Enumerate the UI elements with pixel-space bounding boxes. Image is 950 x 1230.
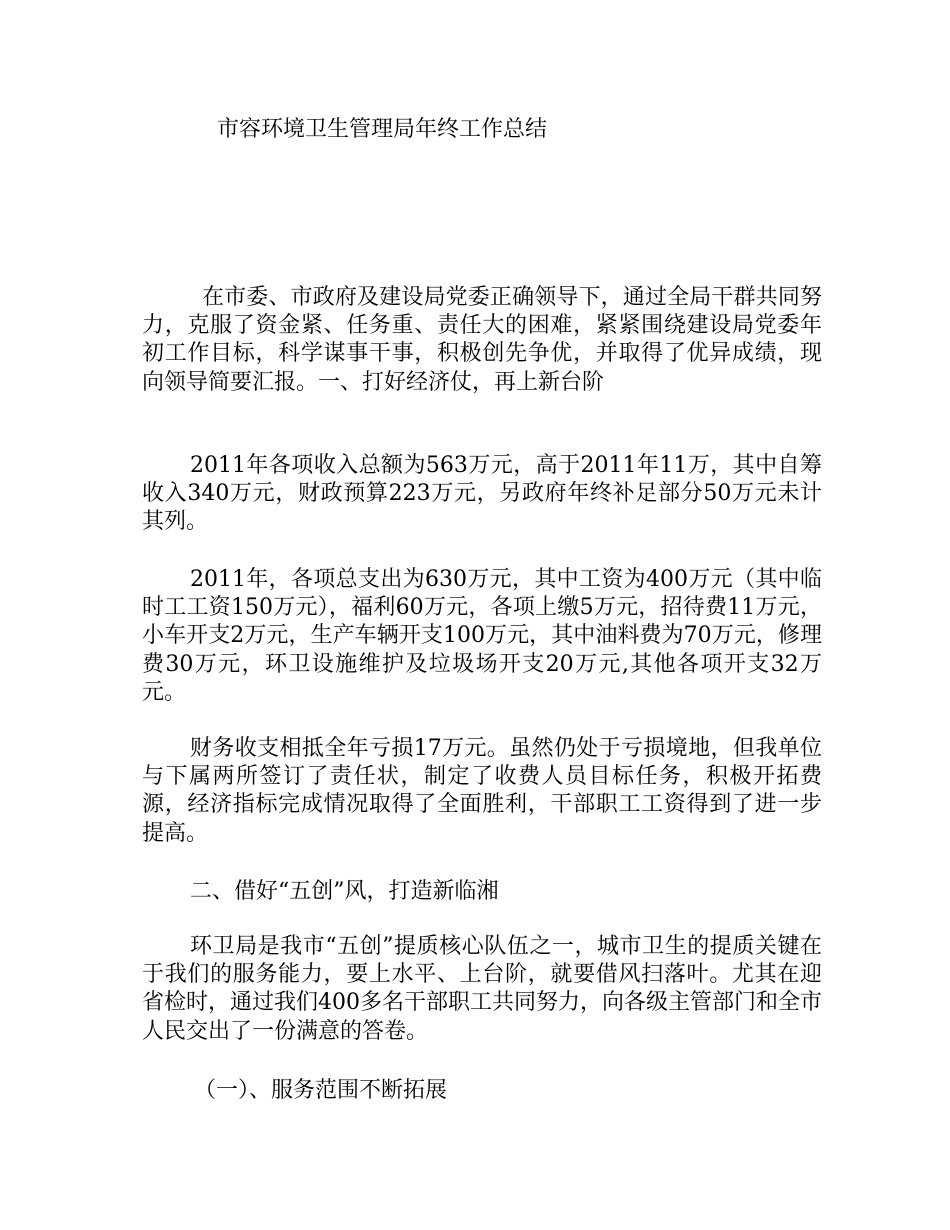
paragraph-balance: 财务收支相抵全年亏损17万元。虽然仍处于亏损境地，但我单位与下属两所签订了责任状，制定了收费人员目标任务，积极开拓费源，经济指标完成情况取得了全面胜利，干部职工工资得到了进一步提高。 <box>142 736 822 846</box>
document-title: 市容环境卫生管理局年终工作总结 <box>217 117 548 142</box>
paragraph-five-creations: 环卫局是我市“五创”提质核心队伍之一，城市卫生的提质关键在于我们的服务能力，要上水平、上台阶，就要借风扫落叶。尤其在迎省检时，通过我们400多名干部职工共同努力，向各级主管部门和全市人民交出了一份满意的答卷。 <box>142 934 822 1044</box>
paragraph-expenditure: 2011年，各项总支出为630万元，其中工资为400万元（其中临时工工资150万元），福利60万元，各项上缴5万元，招待费11万元，小车开支2万元，生产车辆开支100万元，其中油料费为70万元，修理费30万元，环卫设施维护及垃圾场开支20万元,其他各项开支32万元。 <box>142 567 822 705</box>
paragraph-income: 2011年各项收入总额为563万元，高于2011年11万，其中自筹收入340万元，财政预算223万元，另政府年终补足部分50万元未计其列。 <box>142 453 822 535</box>
subsection-heading-one: （一）、服务范围不断拓展 <box>194 1078 448 1103</box>
paragraph-intro: 在市委、市政府及建设局党委正确领导下，通过全局干群共同努力，克服了资金紧、任务重、责任大的困难，紧紧围绕建设局党委年初工作目标，科学谋事干事，积极创先争优，并取得了优异成绩，现向领导简要汇报。一、打好经济仗，再上新台阶 <box>142 285 822 395</box>
section-heading-two: 二、借好“五创”风，打造新临湘 <box>190 879 499 904</box>
